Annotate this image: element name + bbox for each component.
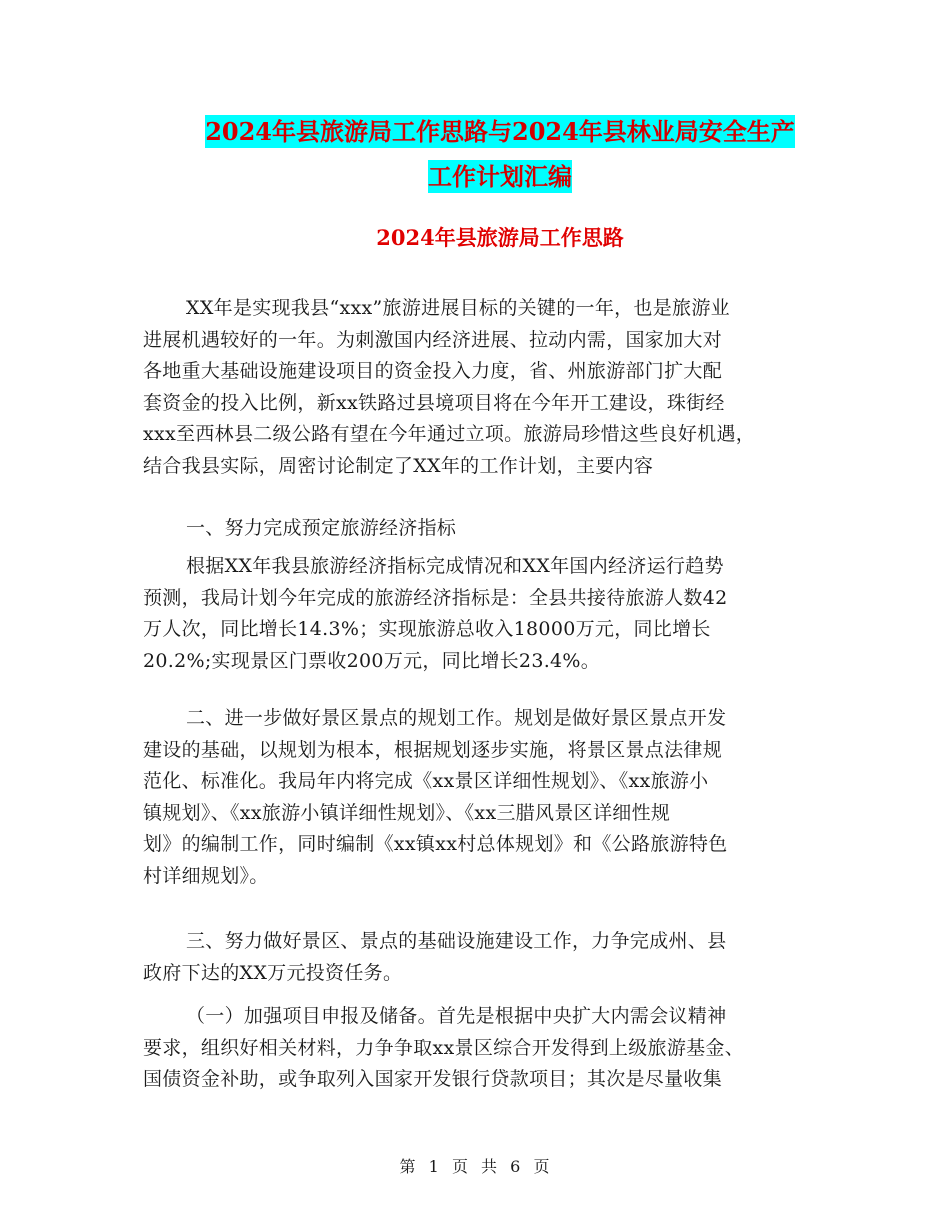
text-line: 政府下达的XX万元投资任务。 bbox=[143, 961, 403, 984]
text-line: 进展机遇较好的一年。为刺激国内经济进展、拉动内需，国家加大对 bbox=[143, 328, 723, 351]
text-line: 要求，组织好相关材料，力争争取xx景区综合开发得到上级旅游基金、 bbox=[143, 1036, 745, 1059]
footer-text: 共 bbox=[481, 1157, 499, 1176]
text-line: 建设的基础，以规划为根本，根据规划逐步实施，将景区景点法律规 bbox=[143, 738, 723, 761]
text-line: 二、进一步做好景区景点的规划工作。规划是做好景区景点开发 bbox=[186, 707, 727, 729]
footer-text: 页 bbox=[533, 1157, 551, 1176]
text-line: 范化、标准化。我局年内将完成《xx景区详细性规划》、《xx旅游小 bbox=[143, 770, 709, 792]
page-number: 1 bbox=[428, 1157, 440, 1176]
text-line: 一、努力完成预定旅游经济指标 bbox=[186, 517, 457, 539]
text-line: xxx至西林县二级公路有望在今年通过立项。旅游局珍惜这些良好机遇， bbox=[143, 423, 756, 445]
paragraph-project-application bbox=[143, 1001, 823, 1096]
text-line: 万人次，同比增长14.3%；实现旅游总收入18000万元，同比增长 bbox=[143, 618, 711, 640]
text-line: 各地重大基础设施建设项目的资金投入力度，省、州旅游部门扩大配 bbox=[143, 360, 723, 382]
text-line: 结合我县实际，周密讨论制定了XX年的工作计划，主要内容 bbox=[143, 454, 654, 477]
page-footer bbox=[0, 1154, 950, 1177]
text-line: 国债资金补助，或争取列入国家开发银行贷款项目；其次是尽量收集 bbox=[143, 1068, 723, 1090]
footer-text: 第 bbox=[399, 1157, 417, 1176]
text-line: 三、努力做好景区、景点的基础设施建设工作，力争完成州、县 bbox=[186, 930, 727, 952]
text-line: 根据XX年我县旅游经济指标完成情况和XX年国内经济运行趋势 bbox=[186, 555, 724, 577]
footer-text: 页 bbox=[451, 1157, 469, 1176]
paragraph-planning bbox=[143, 703, 823, 892]
paragraph-infrastructure bbox=[143, 926, 823, 989]
text-line: 村详细规划》。 bbox=[143, 864, 269, 887]
text-line: XX年是实现我县“xxx”旅游进展目标的关键的一年，也是旅游业 bbox=[186, 297, 730, 319]
text-line: 预测，我局计划今年完成的旅游经济指标是：全县共接待旅游人数42 bbox=[143, 586, 728, 609]
document-title-line-2: 工作计划汇编 bbox=[428, 162, 572, 191]
page-total: 6 bbox=[510, 1157, 522, 1176]
text-line: （一）加强项目申报及储备。首先是根据中央扩大内需会议精神 bbox=[186, 1005, 727, 1027]
text-line: 镇规划》、《xx旅游小镇详细性规划》、《xx三腊风景区详细性规 bbox=[143, 801, 671, 824]
text-line: 划》的编制工作，同时编制《xx镇xx村总体规划》和《公路旅游特色 bbox=[143, 833, 728, 855]
document-title-line-1: 2024年县旅游局工作思路与2024年县林业局安全生产 bbox=[205, 117, 795, 146]
heading-item-1 bbox=[143, 513, 823, 545]
text-line: 套资金的投入比例，新xx铁路过县境项目将在今年开工建设，珠街经 bbox=[143, 391, 725, 414]
paragraph-economic-targets bbox=[143, 551, 823, 677]
section-title: 2024年县旅游局工作思路 bbox=[376, 225, 624, 250]
paragraph-intro bbox=[143, 293, 823, 482]
text-line: 20.2%;实现景区门票收200万元，同比增长23.4%。 bbox=[143, 649, 601, 672]
